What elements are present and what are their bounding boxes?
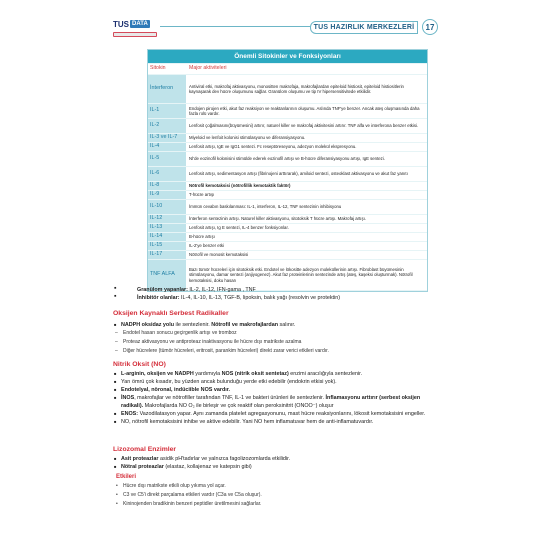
no-bullet-5 xyxy=(113,410,443,418)
inhibitor-text: IL-4, IL-10, IL-13, TGF-B, lipoksin, balık yağı (resolvin ve protektin) xyxy=(179,295,341,301)
nitric-oxide-section xyxy=(113,360,443,426)
no-bullet-2: ■ Yarı ömrü çok kısadır, bu yüzden ancak bulunduğu yerde etki edebilir (endokrin etkisi yok). xyxy=(113,378,443,386)
no-bullet-4 xyxy=(113,394,443,410)
cytokine-name: IL-4 xyxy=(148,143,186,151)
no-text-end: enzimi aracılığıyla sentezlenir. xyxy=(288,371,363,377)
inos-text: , makrofajlar ve nötrofiller tarafından TNF, IL-1 ve bakteri ürünleri ile sentezlenir. xyxy=(134,395,326,401)
cytokine-activity: Lenfosit artışı, IgE ve IgG1 sentezi. Fc reseptöreseyonu, adezyon molekül ekspresyonu. xyxy=(186,143,427,151)
effect-item: • C3 ve C5'i direkt parçalama etkileri vardır (C3a ve C5a oluşur). xyxy=(113,491,443,500)
table-title: Önemli Sitokinler ve Fonksiyonları xyxy=(148,50,427,63)
acid-protease-label: Asit proteazlar xyxy=(121,456,159,462)
oxygen-section xyxy=(113,309,443,356)
granulom-bullet xyxy=(113,286,443,294)
table-row xyxy=(148,182,427,190)
cytokine-name: IL-9 xyxy=(148,191,186,199)
cytokine-name: IL-1 xyxy=(148,104,186,118)
oxygen-text-end: salınır. xyxy=(278,322,296,328)
cytokine-activity: Nötrofil ve monosit kemotaksisi xyxy=(186,251,427,259)
no-bullet-3: ■ Endotelyal, nöronal, indüciible NOS vardır. xyxy=(113,386,443,394)
lysosomal-heading: Lizozomal Enzimler xyxy=(113,446,177,453)
table-row xyxy=(148,104,427,118)
cytokine-name: IL-17 xyxy=(148,251,186,259)
cytokine-name: IL-13 xyxy=(148,224,186,232)
header-title-tab: TUS HAZIRLIK MERKEZLERİ xyxy=(310,21,418,34)
cytokine-activity: Miyeloid ve lenfoit kolonisi stimülasyonu ve diferansiyasyonu. xyxy=(186,134,427,142)
table-row xyxy=(148,242,427,250)
cytokine-activity: Endojen pirojen etki, akut faz reaksiyon ve reaktanlarının oluşumu. Aslında TNF'ye benzer. Ancak ateş oluşmasında daha fazla rolü vardır. xyxy=(186,104,427,118)
cytokine-name: IL-12 xyxy=(148,215,186,223)
cytokine-name: IL-8 xyxy=(148,182,186,190)
col-header-activity: Major aktiviteleri xyxy=(186,64,427,74)
cytokine-table-grid xyxy=(148,63,427,291)
cytokine-name: IL-2 xyxy=(148,119,186,133)
inos-label: İNOS xyxy=(121,395,135,401)
no-text: yardımıyla xyxy=(193,371,222,377)
page-number: 17 xyxy=(422,19,438,35)
lysosomal-bullet-2 xyxy=(113,463,443,471)
cytokine-name: IL-3 ve IL-7 xyxy=(148,134,186,142)
granulom-label: Granülom yapanlar: xyxy=(137,287,188,293)
cytokine-activity: T-hücre artışı xyxy=(186,191,427,199)
table-row xyxy=(148,215,427,223)
oxygen-bullet xyxy=(113,321,443,329)
cytokine-activity: Bazı tümör hücreleri için sitotoksik etki. Endotel ve lökositte adezyon moleküllerinin artışı. Fibroblast büyümesinin stimülasyonu, damar sentezi (anjiyogenez). Akut faz proteinlerinin sentezinde artış (ateş, kaşeksi oluşturmak). Nötrofil kemotaksisi, doku hasarı xyxy=(186,260,427,290)
oxygen-heading: Oksijen Kaynaklı Serbest Radikaller xyxy=(113,310,229,317)
table-row xyxy=(148,224,427,232)
enos-label: ENOS: xyxy=(121,411,139,417)
no-heading: Nitrik Oksit (NO) xyxy=(113,361,166,368)
cytokine-table xyxy=(147,49,428,292)
table-header-row xyxy=(148,64,427,74)
cytokine-activity: IL-2'ye benzer etki xyxy=(186,242,427,250)
logo-subtitle-bar xyxy=(113,32,157,37)
nadph-oxidase-label: NADPH oksidaz yolu xyxy=(121,322,175,328)
logo-tus-text: TUS xyxy=(113,20,129,29)
header-divider xyxy=(160,26,310,27)
table-row xyxy=(148,191,427,199)
cytokine-activity: İmmün cevabın baskılanması: IL-1, interferon, IL-12, TNF sentezinin inhibisyonu xyxy=(186,200,427,214)
no-bullet-1 xyxy=(113,370,443,378)
cytokine-activity: B-hücre artışı xyxy=(186,233,427,241)
cytokine-name: IL-14 xyxy=(148,233,186,241)
enos-text: Vazodilatasyon yapar. Aynı zamanda platelet agregasyonunu, mast hücre reaksiyonlarını, lökosit kemotaksisini engeller. xyxy=(138,411,426,417)
logo-wordmark xyxy=(113,20,157,31)
table-row xyxy=(148,200,427,214)
table-row xyxy=(148,167,427,181)
col-header-cytokine: Sitokin xyxy=(148,64,186,74)
cytokine-activity: Antiviral etki, makrofaj aktivasyonu, monositten makrofaja, makrofajlardan epiteloid histiosit, epiteloid histiositlerin kaynaşarak dev hücre oluşumunu sağlar. Granülom oluşumu ve tip IV hipersensitivitede etkilidir. xyxy=(186,75,427,103)
oxygen-effect-item: – Diğer hücrelere (tümör hücreleri, eritrosit, parankim hücreleri) direkt zarar verici etkileri vardır. xyxy=(113,347,443,356)
table-row xyxy=(148,233,427,241)
oxygen-effect-item: – Endotel hasarı sonucu geçirgenlik artışı ve tromboz xyxy=(113,329,443,338)
neutral-protease-text: (elastaz, kollajenaz ve katepsin gibi) xyxy=(163,464,252,470)
logo-data-text: DATA xyxy=(132,21,148,27)
no-bullet-6: ■ NO, nötrofil kemotaksisini inhibe ve aktive edebilir. Yani NO hem inflamatuvar hem de anti-inflamatuvardır. xyxy=(113,418,443,426)
effects-heading: Etkileri xyxy=(116,474,137,480)
table-row xyxy=(148,134,427,142)
oxygen-effect-item: – Proteaz aktivasyonu ve antiproteaz inaktivasyonu ile hücre dışı matrikste azalma xyxy=(113,338,443,347)
cytokine-name: TNF ALFA xyxy=(148,260,186,290)
inhibitor-bullet xyxy=(113,294,443,302)
cytokine-name: IL-6 xyxy=(148,167,186,181)
cytokine-activity: İnterferon sentezinin artışı. Naturel killer aktivasyonu, sitotoksik T hücre artışı. Makrofaj artışı. xyxy=(186,215,427,223)
inos-emphasis: İnflamasyonu arttırır (serbest oksijen radikali). xyxy=(121,395,421,409)
table-row xyxy=(148,75,427,103)
cytokine-name: IL-5 xyxy=(148,152,186,166)
nos-label: NOS (nitrik oksit sentetaz) xyxy=(221,371,289,377)
cytokine-activity: Lenfosit artışı, Ig E sentezi, IL-4 benzer fonksiyonlar. xyxy=(186,224,427,232)
table-row xyxy=(148,119,427,133)
table-row xyxy=(148,143,427,151)
neutrophil-macrophage-label: Nötrofil ve makrofajlardan xyxy=(211,322,278,328)
cytokine-activity: Lenfosit artışı, sedimentasyon artışı (fibrinojeni arttırarak), amiloid sentezi, osteoklast aktivasyonu ve akut faz yanıtı xyxy=(186,167,427,181)
oxygen-text: ile sentezlenir. xyxy=(174,322,212,328)
inhibitor-label: İnhibitör olanlar: xyxy=(137,295,180,301)
table-row xyxy=(148,251,427,259)
l-arginin-label: L-arginin, oksijen ve NADPH xyxy=(121,371,194,377)
cytokine-notes xyxy=(113,286,443,302)
cytokine-name: IL-15 xyxy=(148,242,186,250)
effect-item: • Hücre dışı matrikste etkili olup yıkıma yol açar. xyxy=(113,482,443,491)
granulom-text: IL-2, IL-12, IFN-gama , TNF xyxy=(187,287,256,293)
acid-protease-text: asidik pH'tadırlar ve yalnızca fagolizozomlarda etkilidir. xyxy=(158,456,291,462)
cytokine-activity: Nİ'de eozinofil kolonisini stimülde ederek eozinofil artışı ve B-hücre diferansiyasyonu artışı, IgE sentezi. xyxy=(186,152,427,166)
lysosomal-section xyxy=(113,445,443,509)
lysosomal-bullet-1 xyxy=(113,455,443,463)
cytokine-activity: Lenfosit çoğalmasını(büyümesini) artırır, naturel killer ve makrofaj aktivitesini artırır. TNF alfa ve interferona benzer etkisi. xyxy=(186,119,427,133)
cytokine-activity: Nötrofil kemotaksisi (nötrofillik kemotaktik faktör) xyxy=(186,182,427,190)
effect-item: • Kininojenden bradikinin benzeri peptidler üretilmesini sağlarlar. xyxy=(113,500,443,509)
cytokine-name: İnterferon xyxy=(148,75,186,103)
neutral-protease-label: Nötral proteazlar xyxy=(121,464,164,470)
inos-text-end: Makrofajlarda NO O₂ ile birleşir ve çok reaktif olan peroksinitrit (ONOO⁻) oluşur xyxy=(143,403,334,409)
tusdata-logo xyxy=(113,20,157,40)
table-row xyxy=(148,152,427,166)
cytokine-name: IL-10 xyxy=(148,200,186,214)
